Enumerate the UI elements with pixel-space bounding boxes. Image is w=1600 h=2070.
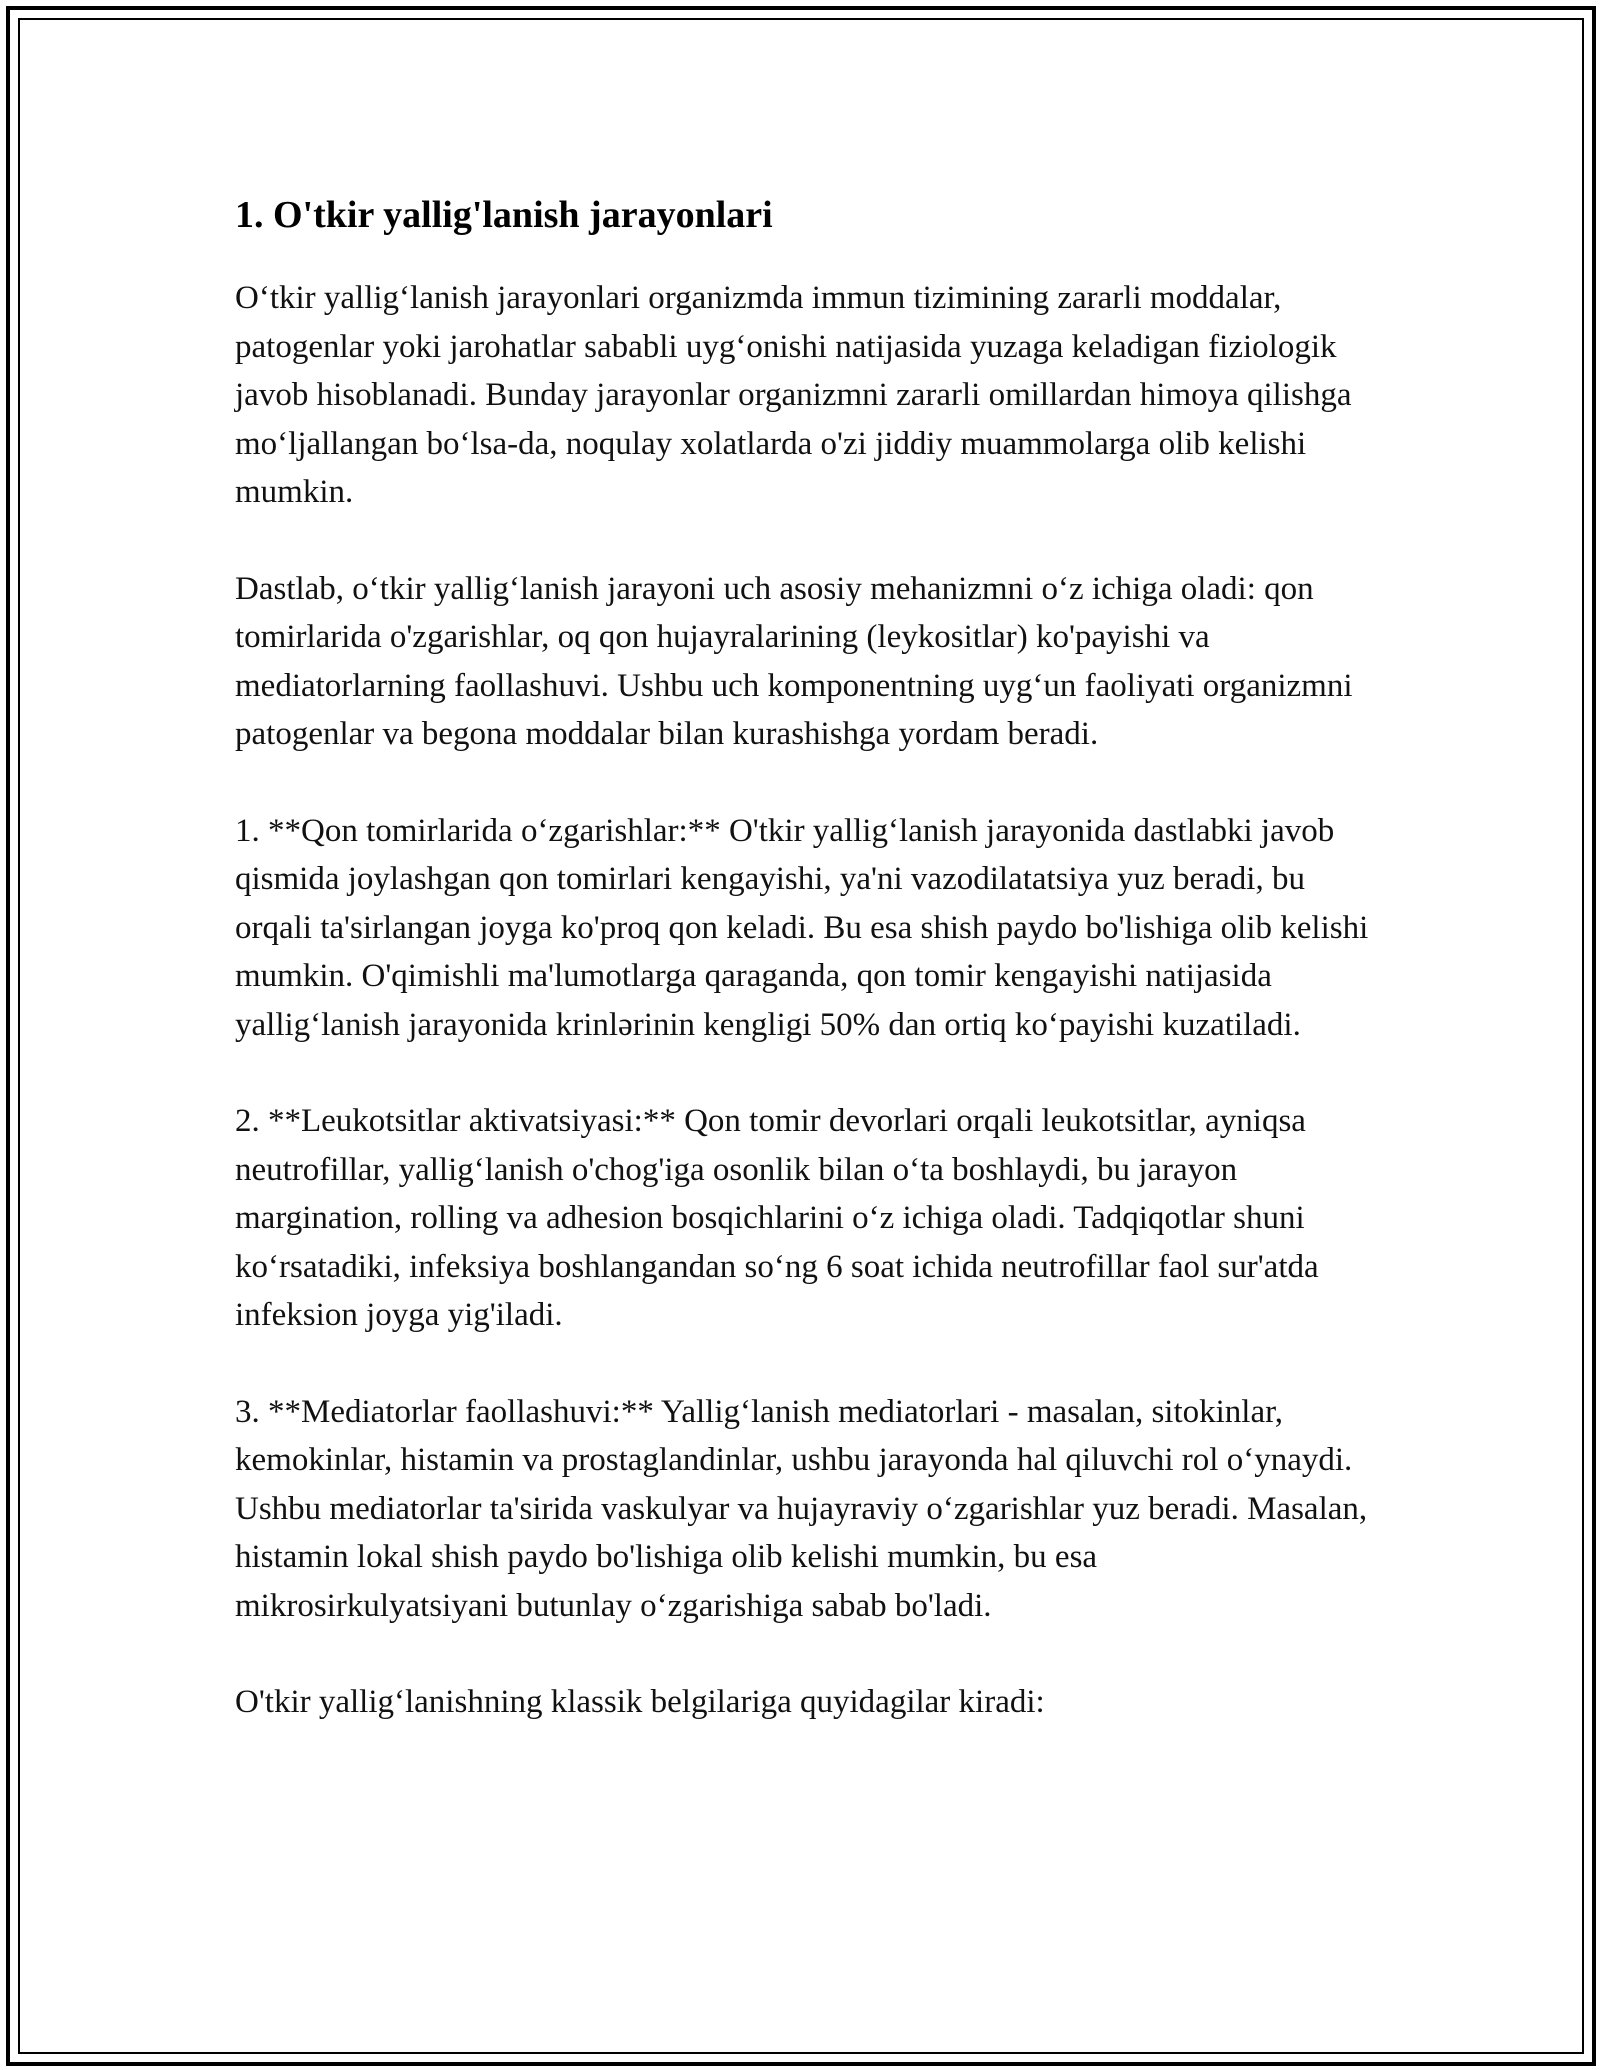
paragraph-leukocyte-activation: 2. **Leukotsitlar aktivatsiyasi:** Qon tomir devorlari orqali leukotsitlar, ayniqsa neutrofillar, yallig‘lanish o'chog'iga osonlik bilan o‘ta boshlaydi, bu jarayon margination, rolling va adhesion bosqichlarini o‘z ichiga oladi. Tadqiqotlar shuni ko‘rsatadiki, infeksiya boshlangandan so‘ng 6 soat ichida neutrofillar faol sur'atda infeksion joyga yig'iladi. [235, 1103, 1319, 1333]
section-heading: 1. O'tkir yallig'lanish jarayonlari [235, 194, 773, 236]
paragraph-vascular-changes: 1. **Qon tomirlarida o‘zgarishlar:** O'tkir yallig‘lanish jarayonida dastlabki javob qismida joylashgan qon tomirlari kengayishi, ya'ni vazodilatatsiya yuz beradi, bu orqali ta'sirlangan joyga ko'proq qon keladi. Bu esa shish paydo bo'lishiga olib kelishi mumkin. O'qimishli ma'lumotlarga qaraganda, qon tomir kengayishi natijasida yallig‘lanish jarayonida krinlərinin kengligi 50% dan ortiq ko‘payishi kuzatiladi. [235, 812, 1369, 1043]
paragraph-intro: O‘tkir yallig‘lanish jarayonlari organizmda immun tizimining zararli moddalar, patogenlar yoki jarohatlar sababli uyg‘onishi natijasida yuzaga keladigan fiziologik javob hisoblanadi. Bunday jarayonlar organizmni zararli omillardan himoya qilishga mo‘ljallangan bo‘lsa-da, noqulay xolatlarda o'zi jiddiy muammolarga olib kelishi mumkin. [235, 280, 1352, 510]
paragraph-classic-signs: O'tkir yallig‘lanishning klassik belgilariga quyidagilar kiradi: [235, 1684, 1045, 1720]
paragraph-mediator-activation: 3. **Mediatorlar faollashuvi:** Yallig‘lanish mediatorlari - masalan, sitokinlar, kemokinlar, histamin va prostaglandinlar, ushbu jarayonda hal qiluvchi rol o‘ynaydi. Ushbu mediatorlar ta'sirida vaskulyar va hujayraviy o‘zgarishlar yuz beradi. Masalan, histamin lokal shish paydo bo'lishiga olib kelishi mumkin, bu esa mikrosirkulyatsiyani butunlay o‘zgarishiga sabab bo'ladi. [235, 1393, 1368, 1624]
paragraph-mechanisms: Dastlab, o‘tkir yallig‘lanish jarayoni uch asosiy mehanizmni o‘z ichiga oladi: qon tomirlarida o'zgarishlar, oq qon hujayralarining (leykositlar) ko'payishi va mediatorlarning faollashuvi. Ushbu uch komponentning uyg‘un faoliyati organizmni patogenlar va begona moddalar bilan kurashishga yordam beradi. [235, 570, 1353, 752]
document-body [235, 188, 1375, 1775]
